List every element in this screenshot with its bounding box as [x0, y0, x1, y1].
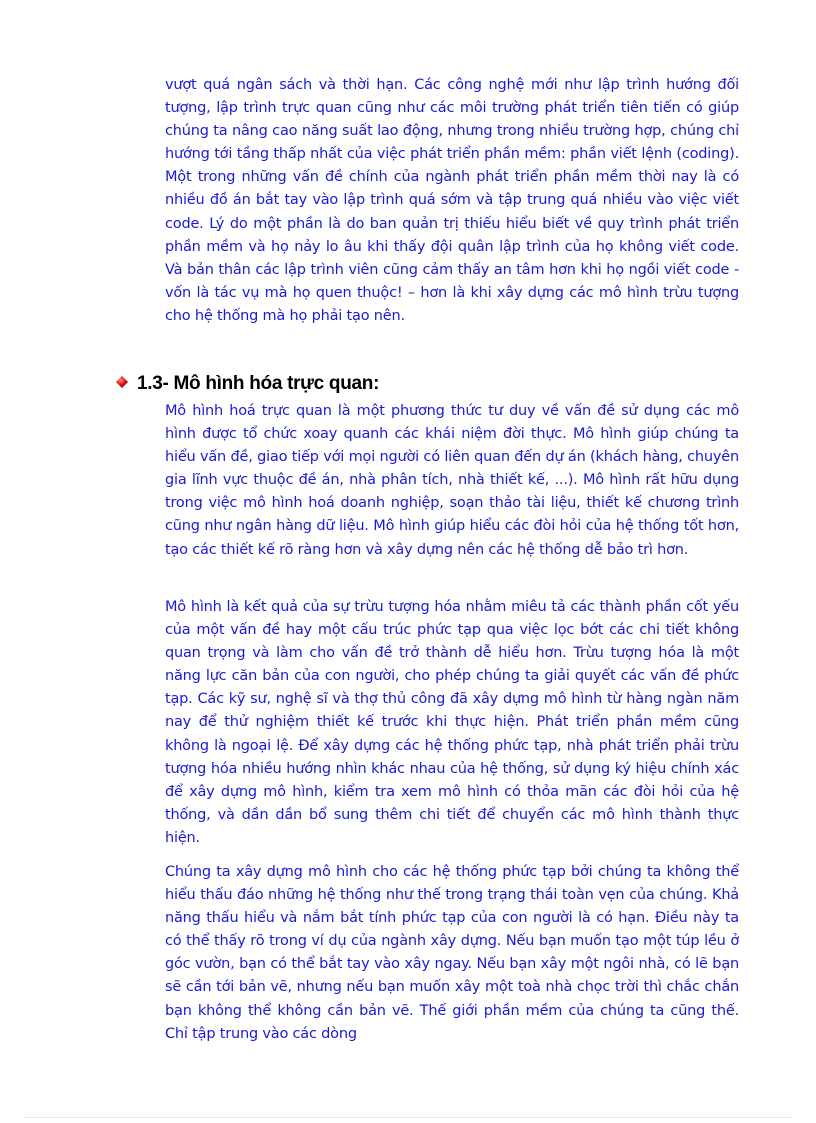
section-heading — [116, 370, 379, 398]
paragraph-complex-systems: Chúng ta xây dựng mô hình cho các hệ thống phức tạp bởi chúng ta không thể hiểu thấu đáo những hệ thống như thế trong trạng thái toàn vẹn của chúng. Khả năng thấu hiểu và nắm bắt tính phức tạp của con người là có hạn. Điều này ta có thể thấy rõ trong ví dụ của ngành xây dựng. Nếu bạn muốn tạo một túp lều ở góc vườn, bạn có thể bắt tay vào xây ngay. Nếu bạn xây một ngôi nhà, có lẽ bạn sẽ cần tới bản vẽ, nhưng nếu bạn muốn xây một toà nhà chọc trời thì chắc chắn bạn không thể không cần bản vẽ. Thế giới phần mềm của chúng ta cũng thế. Chỉ tập trung vào các dòng — [165, 864, 739, 1042]
page-bottom-divider — [25, 1117, 791, 1118]
section-heading-text: 1.3- Mô hình hóa trực quan: — [137, 373, 380, 394]
paragraph-intro-continued: vượt quá ngân sách và thời hạn. Các công nghệ mới như lập trình hướng đối tượng, lập trình trực quan cũng như các môi trường phát triển tiên tiến có giúp chúng ta nâng cao năng suất lao động, nhưng trong nhiều trường hợp, chúng chỉ hướng tới tầng thấp nhất của việc phát triển phần mềm: phần viết lệnh (coding). Một trong những vấn đề chính của ngành phát triển phần mềm thời nay là có nhiều đồ án bắt tay vào lập trình quá sớm và tập trung quá nhiều vào việc viết code. Lý do một phần là do ban quản trị thiếu hiểu biết về quy trình phát triển phần mềm và họ nảy lo âu khi thấy đội quân lập trình của họ không viết code. Và bản thân các lập trình viên cũng cảm thấy an tâm hơn khi họ ngồi viết code - vốn là tác vụ mà họ quen thuộc! – hơn là khi xây dựng các mô hình trừu tượng cho hệ thống mà họ phải tạo nên. — [165, 77, 739, 324]
red-diamond-bullet-icon — [116, 376, 128, 388]
paragraph-visual-modeling-definition: Mô hình hoá trực quan là một phương thức tư duy về vấn đề sử dụng các mô hình được tổ chức xoay quanh các khái niệm đời thực. Mô hình giúp chúng ta hiểu vấn đề, giao tiếp với mọi người có liên quan đến dự án (khách hàng, chuyên gia lĩnh vực thuộc đề án, nhà phân tích, nhà thiết kế, ...). Mô hình rất hữu dụng trong việc mô hình hoá doanh nghiệp, soạn thảo tài liệu, thiết kế chương trình cũng như ngân hàng dữ liệu. Mô hình giúp hiểu các đòi hỏi của hệ thống tốt hơn, tạo các thiết kế rõ ràng hơn và xây dựng nên các hệ thống dễ bảo trì hơn. — [165, 403, 739, 558]
paragraph-abstraction: Mô hình là kết quả của sự trừu tượng hóa nhằm miêu tả các thành phần cốt yếu của một vấn đề hay một cấu trúc phức tạp qua việc lọc bớt các chi tiết không quan trọng và làm cho vấn đề trở thành dễ hiểu hơn. Trừu tượng hóa là một năng lực căn bản của con người, cho phép chúng ta giải quyết các vấn đề phức tạp. Các kỹ sư, nghệ sĩ và thợ thủ công đã xây dựng mô hình từ hàng ngàn năm nay để thử nghiệm thiết kế trước khi thực hiện. Phát triển phần mềm cũng không là ngoại lệ. Để xây dựng các hệ thống phức tạp, nhà phát triển phải trừu tượng hóa nhiều hướng nhìn khác nhau của hệ thống, sử dụng ký hiệu chính xác để xây dựng mô hình, kiểm tra xem mô hình có thỏa mãn các đòi hỏi của hệ thống, và dần dần bổ sung thêm chi tiết để chuyển các mô hình thành thực hiện. — [165, 599, 739, 846]
